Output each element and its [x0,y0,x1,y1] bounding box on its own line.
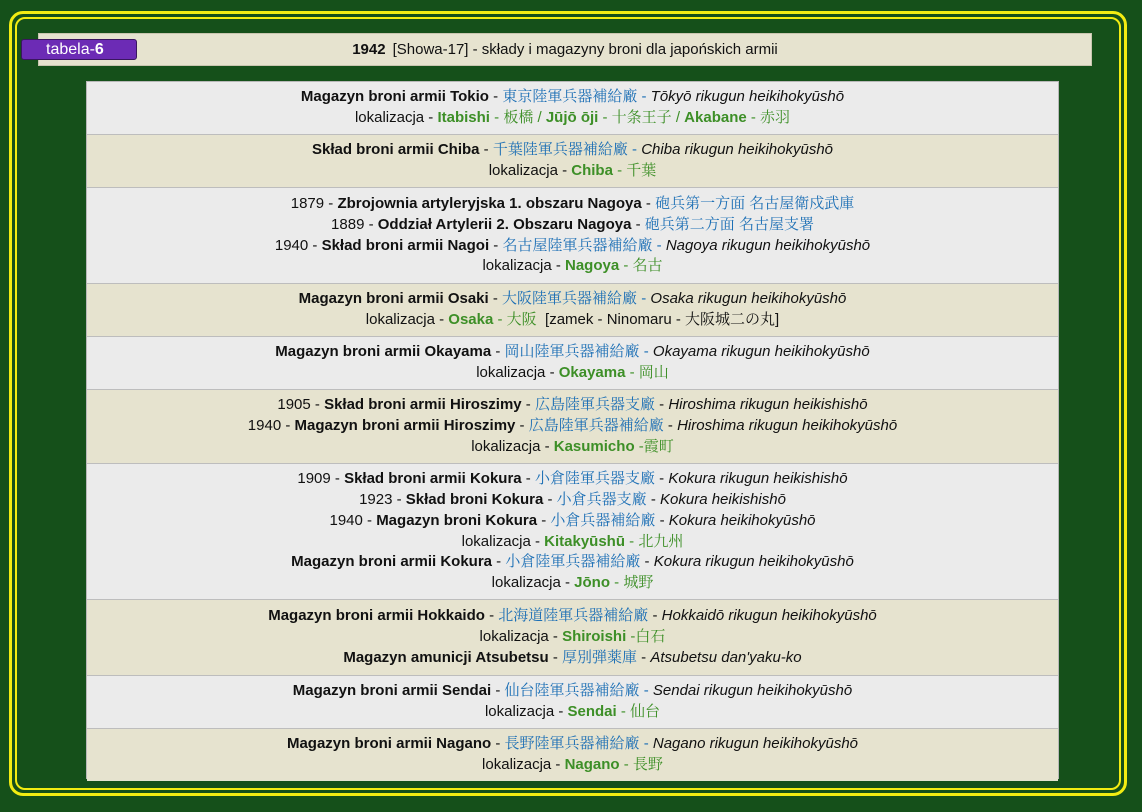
location-label: lokalizacja - [365,311,449,328]
location-label: lokalizacja - [482,257,565,275]
arsenal-name: Skład broni armii Kokura [344,470,522,488]
arsenal-name: Magazyn broni armii Osaki [298,290,489,308]
row-line [343,648,801,669]
location-japanese: - 千葉 [612,162,657,179]
separator: - [543,490,557,508]
separator: - [637,648,651,666]
location-japanese: -霞町 [634,437,674,455]
row-line [275,342,869,363]
location-japanese: -白石 [626,628,666,646]
japanese-name: 北海道陸軍兵器補給廠 [498,607,649,625]
year-prefix: 1940 - [329,511,377,529]
badge-prefix: tabela- [46,40,95,58]
year-prefix: 1905 - [277,396,325,414]
romanized-name: Atsubetsu dan'yaku-ko [650,648,802,666]
row-line [268,606,877,627]
location-name: Jōno [574,574,611,592]
romanized-name: Hokkaidō rikugun heikihokyūshō [661,607,877,625]
arsenal-table [86,81,1059,779]
location-line [480,627,666,648]
table-badge [21,39,137,60]
separator: - [491,343,505,361]
separator: - [640,553,654,571]
separator: - [521,470,535,488]
table-header [38,33,1092,66]
table-row [87,729,1058,781]
row-line [299,289,847,310]
table-row [87,284,1058,337]
japanese-name: 千葉陸軍兵器補給廠 [492,141,628,159]
row-line [331,215,814,236]
romanized-name: Hiroshima rikugun heikishishō [668,396,868,414]
location-line [482,256,662,277]
table-row [87,188,1058,284]
separator: - [637,88,651,106]
table-row [87,676,1058,729]
separator: - [489,236,503,254]
romanized-name: Chiba rikugun heikihokyūshō [641,141,834,159]
separator: - [655,511,669,529]
row-line [287,734,858,755]
arsenal-name: Skład broni armii Nagoi [321,236,490,254]
row-line [312,140,833,161]
year-prefix: 1940 - [247,417,295,435]
arsenal-name: Skład broni armii Chiba [311,141,480,159]
arsenal-name: Skład broni Kokura [405,490,544,508]
location-label: lokalizacja - [471,437,554,455]
japanese-name: 砲兵第一方面 名古屋衛戍武庫 [655,194,855,212]
separator: - [654,470,669,488]
location-name: Nagoya [565,257,620,275]
romanized-name: Kokura heikishishō [660,490,786,508]
japanese-name: 大阪陸軍兵器補給廠 [502,290,638,308]
arsenal-name: Zbrojownia artyleryjska 1. obszaru Nagoya [337,194,642,212]
separator: - [631,215,645,233]
location-label: lokalizacja - [476,364,559,381]
location-line [492,573,654,594]
separator: - [641,194,656,212]
separator: - [639,735,653,753]
japanese-name: 小倉陸軍兵器補給廠 [505,553,641,571]
year-prefix: 1909 - [297,470,345,488]
row-line [291,552,854,573]
romanized-name: Osaka rikugun heikihokyūshō [650,290,847,308]
table-row [87,390,1058,464]
location-name: Sendai [567,703,617,720]
separator: - [639,343,653,361]
arsenal-name: Magazyn broni armii Kokura [291,553,493,571]
location-japanese: - 十条王子 / [598,109,685,126]
row-line [329,511,815,532]
year-prefix: 1879 - [290,194,338,212]
japanese-name: 小倉兵器支廠 [556,490,647,508]
location-japanese: - 板橋 / [489,109,546,126]
location-note: [zamek - Ninomaru - 大阪城二の丸] [536,311,780,328]
romanized-name: Nagoya rikugun heikihokyūshō [665,236,871,254]
japanese-name: 広島陸軍兵器補給廠 [528,417,664,435]
location-line [471,437,674,458]
arsenal-name: Magazyn broni Kokura [376,511,538,529]
separator: - [537,511,551,529]
row-line [359,490,786,511]
japanese-name: 広島陸軍兵器支廠 [534,396,655,414]
location-line [462,532,684,553]
location-name: Chiba [571,162,613,179]
row-line [293,681,852,702]
japanese-name: 名古屋陸軍兵器補給廠 [502,236,653,254]
year-prefix: 1940 - [274,236,322,254]
separator: - [484,607,499,625]
arsenal-name: Magazyn broni armii Tokio [300,88,489,106]
japanese-name: 小倉兵器補給廠 [550,511,656,529]
row-line [275,236,870,257]
separator: - [548,648,562,666]
romanized-name: Tōkyō rikugun heikihokyūshō [650,88,845,106]
table-row [87,600,1058,676]
location-name: Kitakyūshū [544,532,626,550]
location-name: Itabishi [437,109,490,126]
japanese-name: 東京陸軍兵器補給廠 [502,88,638,106]
row-line [277,395,867,416]
location-japanese: - 赤羽 [746,109,791,126]
japanese-name: 岡山陸軍兵器補給廠 [504,343,640,361]
location-line [366,310,779,331]
location-japanese: - 長野 [619,756,663,773]
romanized-name: Nagano rikugun heikihokyūshō [652,735,859,753]
separator: - [639,682,653,700]
arsenal-name: Magazyn amunicji Atsubetsu [343,648,549,666]
separator: - [637,290,651,308]
romanized-name: Hiroshima rikugun heikihokyūshō [677,417,898,435]
separator: - [488,88,503,106]
arsenal-name: Magazyn broni armii Hiroszimy [294,417,516,435]
romanized-name: Kokura heikihokyūshō [668,511,816,529]
arsenal-name: Magazyn broni armii Nagano [286,735,492,753]
location-line [489,161,657,182]
japanese-name: 砲兵第二方面 名古屋支署 [644,215,814,233]
badge-number: 6 [94,40,104,58]
row-line [291,194,855,215]
location-line [355,108,790,129]
location-label: lokalizacja - [488,162,572,179]
row-line [297,469,847,490]
location-name: Nagano [564,756,620,773]
location-japanese: - 岡山 [625,364,669,381]
separator: - [646,490,661,508]
separator: - [491,682,505,700]
arsenal-name: Magazyn broni armii Sendai [292,682,492,700]
japanese-name: 仙台陸軍兵器補給廠 [504,682,640,700]
separator: - [627,141,642,159]
location-japanese: - 名古 [619,257,663,275]
arsenal-name: Magazyn broni armii Hokkaido [268,607,485,625]
separator: - [663,417,678,435]
romanized-name: Kokura rikugun heikishishō [668,470,848,488]
location-label: lokalizacja - [491,574,575,592]
table-row [87,464,1058,600]
header-title: [Showa-17] - składy i magazyny broni dla japońskich armii [392,41,778,58]
japanese-name: 長野陸軍兵器補給廠 [504,735,640,753]
separator: - [515,417,529,435]
location-japanese: - 北九州 [625,532,684,550]
location-label: lokalizacja - [354,109,438,126]
row-line [301,87,844,108]
location-name: Kasumicho [553,437,635,455]
japanese-name: 小倉陸軍兵器支廠 [534,470,655,488]
arsenal-name: Magazyn broni armii Okayama [275,343,492,361]
separator: - [491,735,505,753]
location-label: lokalizacja - [484,703,568,720]
location-line [485,702,660,723]
location-japanese: - 城野 [610,574,654,592]
location-name: Jūjō ōji [545,109,599,126]
row-line [248,416,897,437]
year-prefix: 1889 - [331,215,378,233]
location-japanese: - 大阪 [493,311,537,328]
year-prefix: 1923 - [359,490,406,508]
arsenal-name: Oddział Artylerii 2. Obszaru Nagoya [377,215,632,233]
table-row [87,82,1058,135]
separator: - [648,607,662,625]
separator: - [479,141,493,159]
header-year: 1942 [352,41,386,58]
location-japanese: - 仙台 [616,703,661,720]
romanized-name: Sendai rikugun heikihokyūshō [652,682,853,700]
separator: - [521,396,535,414]
location-label: lokalizacja - [482,756,565,773]
romanized-name: Kokura rikugun heikihokyūshō [653,553,854,571]
romanized-name: Okayama rikugun heikihokyūshō [652,343,870,361]
location-name: Osaka [448,311,494,328]
separator: - [492,553,506,571]
location-name: Okayama [558,364,626,381]
location-line [482,755,663,776]
location-line [476,363,669,384]
table-row [87,135,1058,188]
japanese-name: 厚別弾薬庫 [562,648,638,666]
table-row [87,337,1058,390]
location-label: lokalizacja - [461,532,545,550]
location-label: lokalizacja - [479,628,563,646]
separator: - [655,396,669,414]
separator: - [488,290,503,308]
location-name: Akabane [684,109,747,126]
separator: - [652,236,666,254]
location-name: Shiroishi [562,628,627,646]
arsenal-name: Skład broni armii Hiroszimy [324,396,522,414]
